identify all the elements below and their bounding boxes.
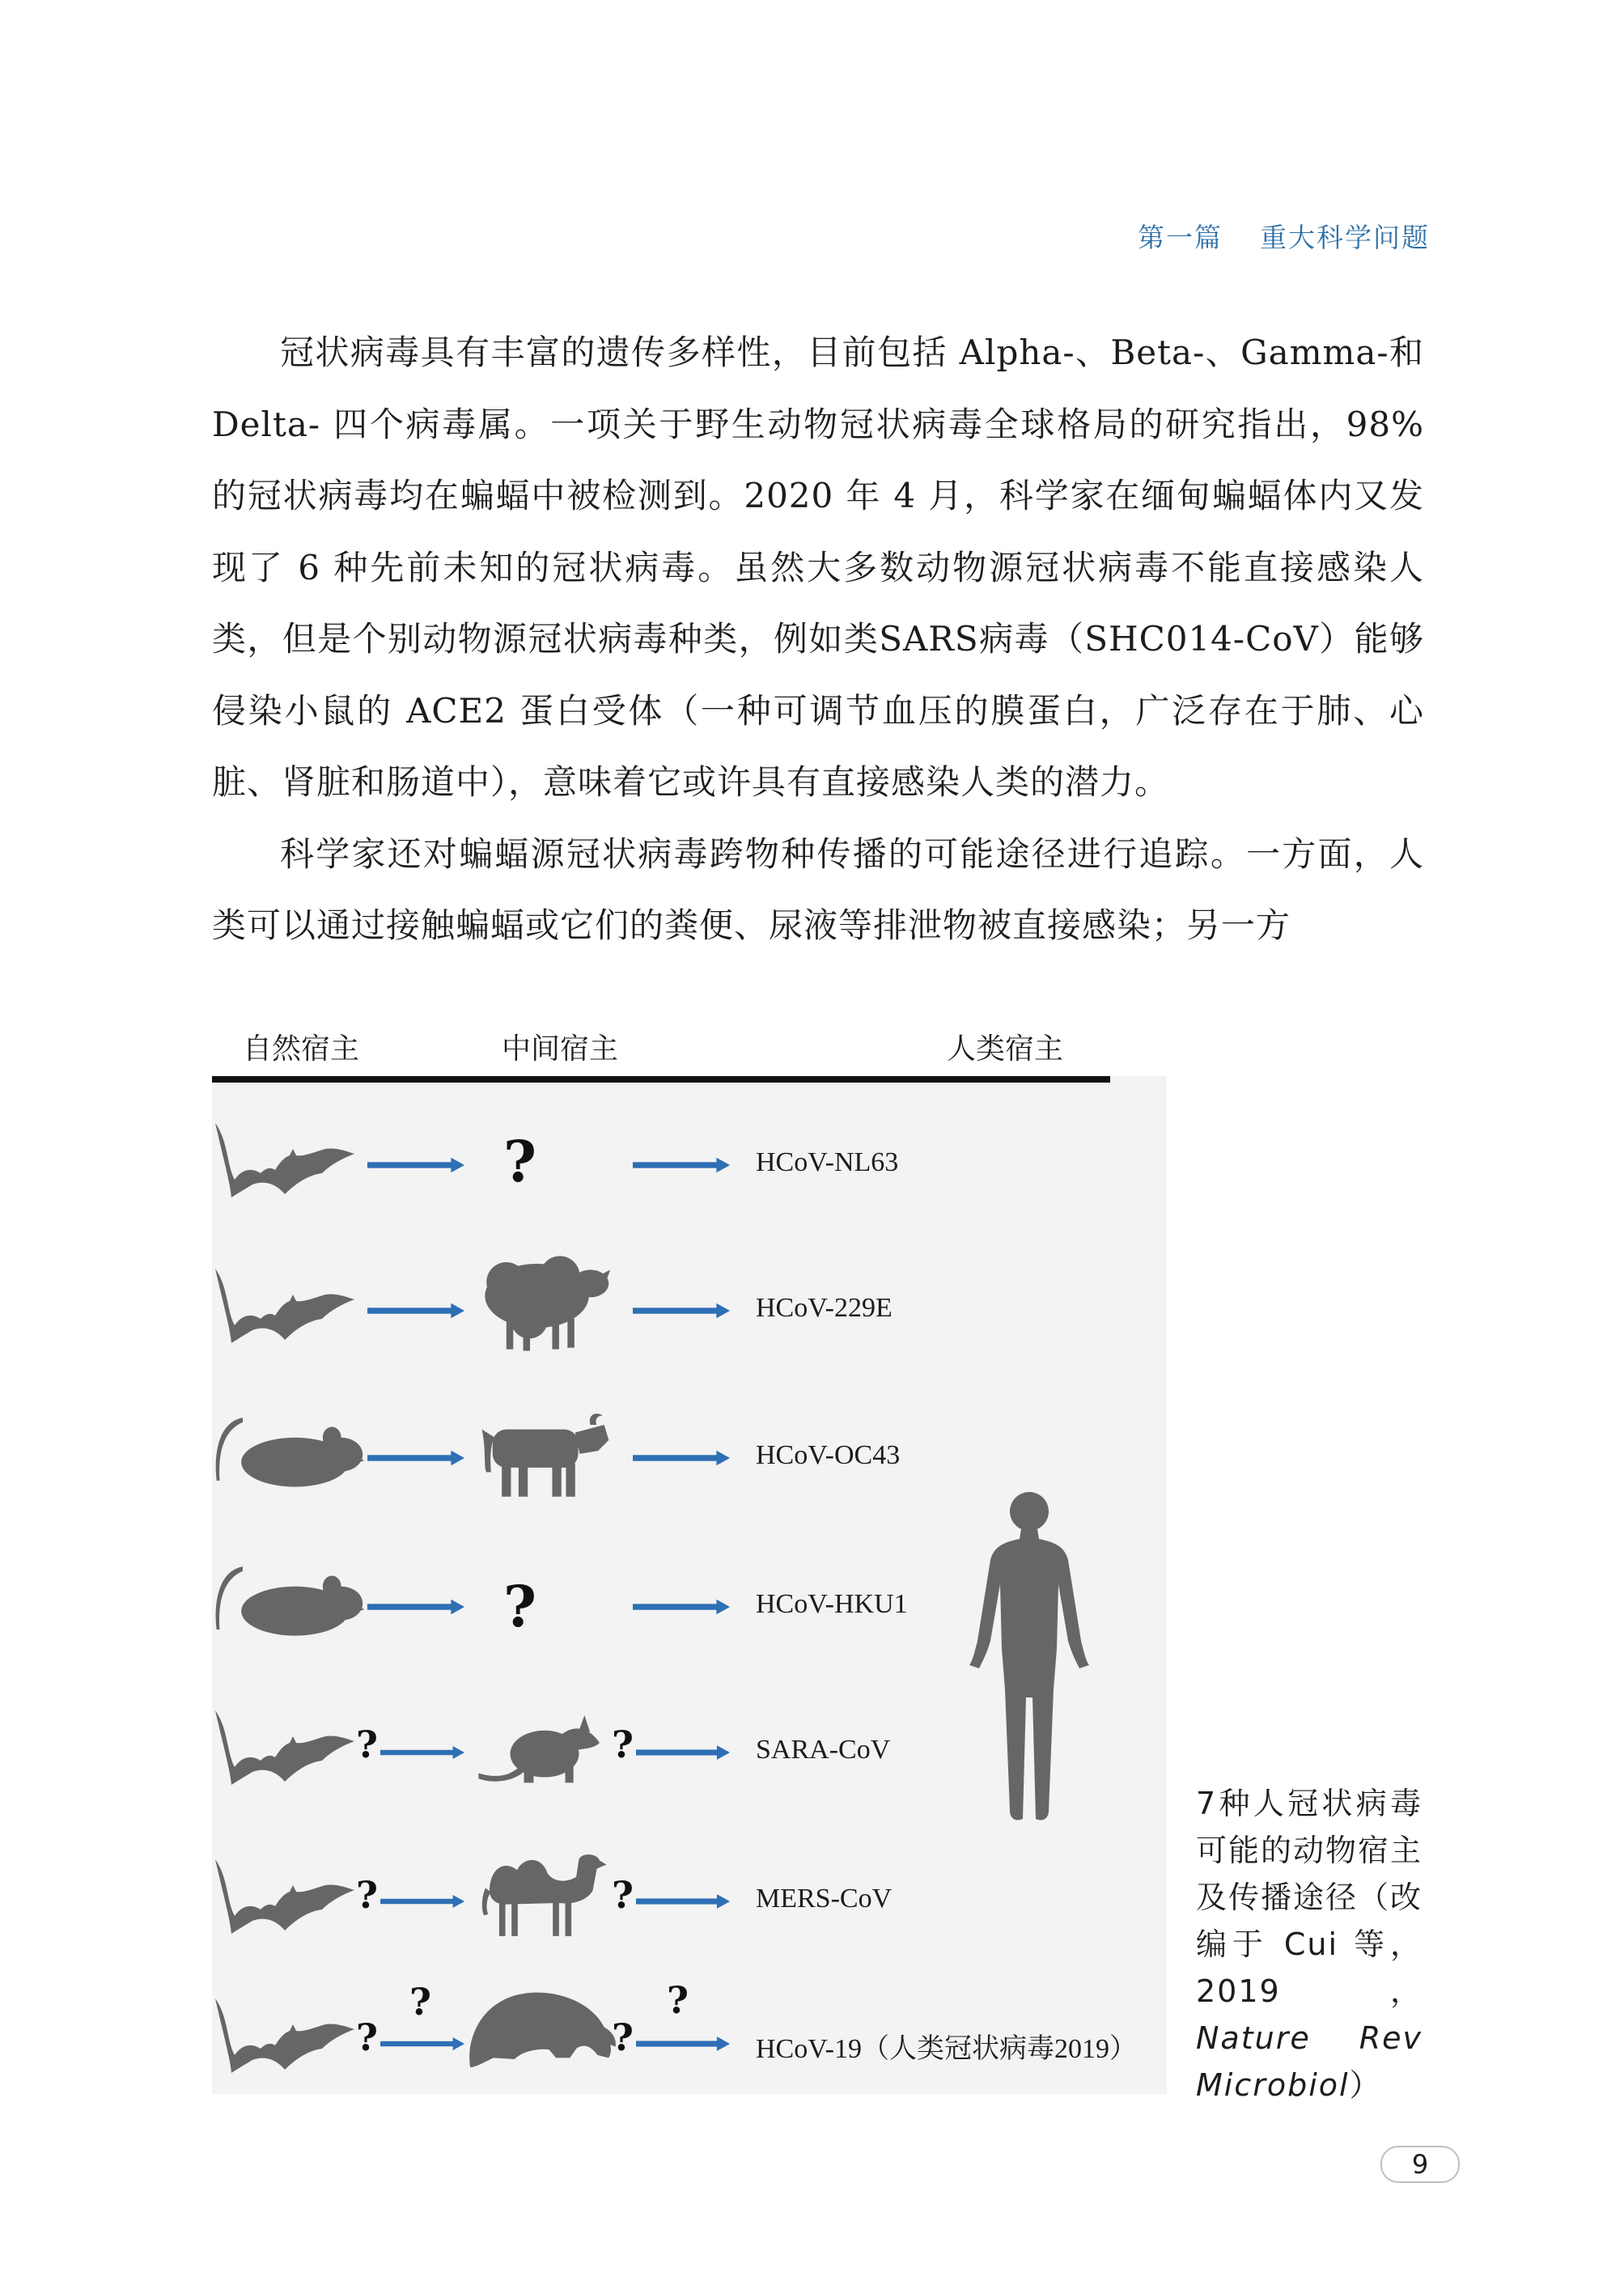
cattle-icon — [482, 1414, 609, 1497]
virus-label: HCoV-229E — [756, 1293, 893, 1323]
arrow-icon — [380, 2037, 464, 2050]
caption-end: ） — [1349, 2067, 1382, 2103]
body-text — [212, 317, 1424, 962]
question-mark: ? — [503, 1573, 537, 1640]
header-title: 重大科学问题 — [1260, 222, 1430, 253]
mouse-icon — [216, 1566, 364, 1636]
virus-label: HCoV-NL63 — [756, 1147, 899, 1177]
virus-label: HCoV-HKU1 — [756, 1589, 908, 1619]
transmission-row — [212, 1252, 1167, 1366]
sheep-icon — [485, 1256, 610, 1350]
arrow-icon — [380, 1746, 464, 1759]
column-intermediate-host: 中间宿主 — [502, 1026, 618, 1067]
arrow-icon — [636, 1745, 730, 1760]
arrow-icon — [367, 1303, 464, 1318]
question-mark: ? — [612, 1723, 634, 1766]
bat-icon — [215, 1123, 354, 1197]
civet-icon — [478, 1715, 600, 1782]
header-part: 第一篇 — [1138, 222, 1223, 253]
arrow-icon — [380, 1895, 464, 1908]
question-mark: ? — [356, 2015, 378, 2059]
arrow-icon — [367, 1600, 464, 1614]
bat-icon — [215, 1859, 354, 1934]
arrow-icon — [633, 1158, 730, 1172]
virus-label: MERS-CoV — [756, 1884, 893, 1914]
running-header — [1138, 217, 1430, 255]
virus-label: SARA-CoV — [756, 1735, 891, 1765]
arrow-icon — [367, 1158, 464, 1172]
caption-journal: Nature Rev Microbiol — [1196, 2020, 1423, 2103]
arrow-icon — [636, 1894, 730, 1909]
pangolin-icon — [469, 1993, 616, 2068]
bat-icon — [215, 1269, 354, 1343]
arrow-icon — [633, 1303, 730, 1318]
paragraph: 科学家还对蝙蝠源冠状病毒跨物种传播的可能途径进行追踪。一方面，人类可以通过接触蝙蝠或它们的粪便、尿液等排泄物被直接感染；另一方 — [212, 833, 1424, 945]
transmission-row — [212, 1107, 1167, 1220]
virus-label: HCoV-OC43 — [756, 1440, 901, 1470]
camel-icon — [482, 1854, 607, 1936]
arrow-icon — [633, 1451, 730, 1465]
host-figure — [212, 1026, 1167, 2094]
question-mark: ? — [356, 1723, 378, 1766]
question-mark: ? — [356, 1873, 378, 1917]
bat-icon — [215, 1998, 354, 2073]
header-rule — [212, 1076, 1110, 1083]
column-natural-host: 自然宿主 — [243, 1026, 359, 1067]
caption-text: 7种人冠状病毒可能的动物宿主及传播途径（改编于 Cui 等，2019， — [1196, 1786, 1423, 2009]
mouse-icon — [216, 1418, 364, 1487]
question-mark: ? — [612, 2015, 634, 2059]
question-mark: ? — [409, 1980, 431, 2024]
transmission-row — [212, 1971, 1167, 2084]
arrow-icon — [633, 1600, 730, 1614]
column-human-host: 人类宿主 — [947, 1026, 1063, 1067]
figure-caption — [1196, 1780, 1423, 2109]
arrow-icon — [367, 1451, 464, 1465]
question-mark: ? — [612, 1873, 634, 1917]
human-icon — [965, 1487, 1094, 1827]
question-mark: ? — [503, 1128, 537, 1195]
virus-label: HCoV-19（人类冠状病毒2019） — [756, 2034, 1137, 2064]
page-number: 9 — [1380, 2146, 1460, 2183]
paragraph: 冠状病毒具有丰富的遗传多样性，目前包括 Alpha-、Beta-、Gamma-和 Delta- 四个病毒属。一项关于野生动物冠状病毒全球格局的研究指出，98% 的冠状病毒均在蝙蝠中被检测到。2020 年 4 月，科学家在缅甸蝙蝠体内又发现了 6 种先前未知的冠状病毒。虽然大多数动物源冠状病毒不能直接感染人类，但是个别动物源冠状病毒种类，例如类SARS病毒（SHC014-CoV）能够侵染小鼠的 ACE2 蛋白受体（一种可调节血压的膜蛋白，广泛存在于肺、心脏、肾脏和肠道中），意味着它或许具有直接感染人类的潜力。 — [212, 333, 1424, 802]
bat-icon — [215, 1710, 354, 1785]
question-mark: ? — [667, 1978, 689, 2022]
transmission-row — [212, 1842, 1167, 1955]
arrow-icon — [636, 2037, 730, 2051]
